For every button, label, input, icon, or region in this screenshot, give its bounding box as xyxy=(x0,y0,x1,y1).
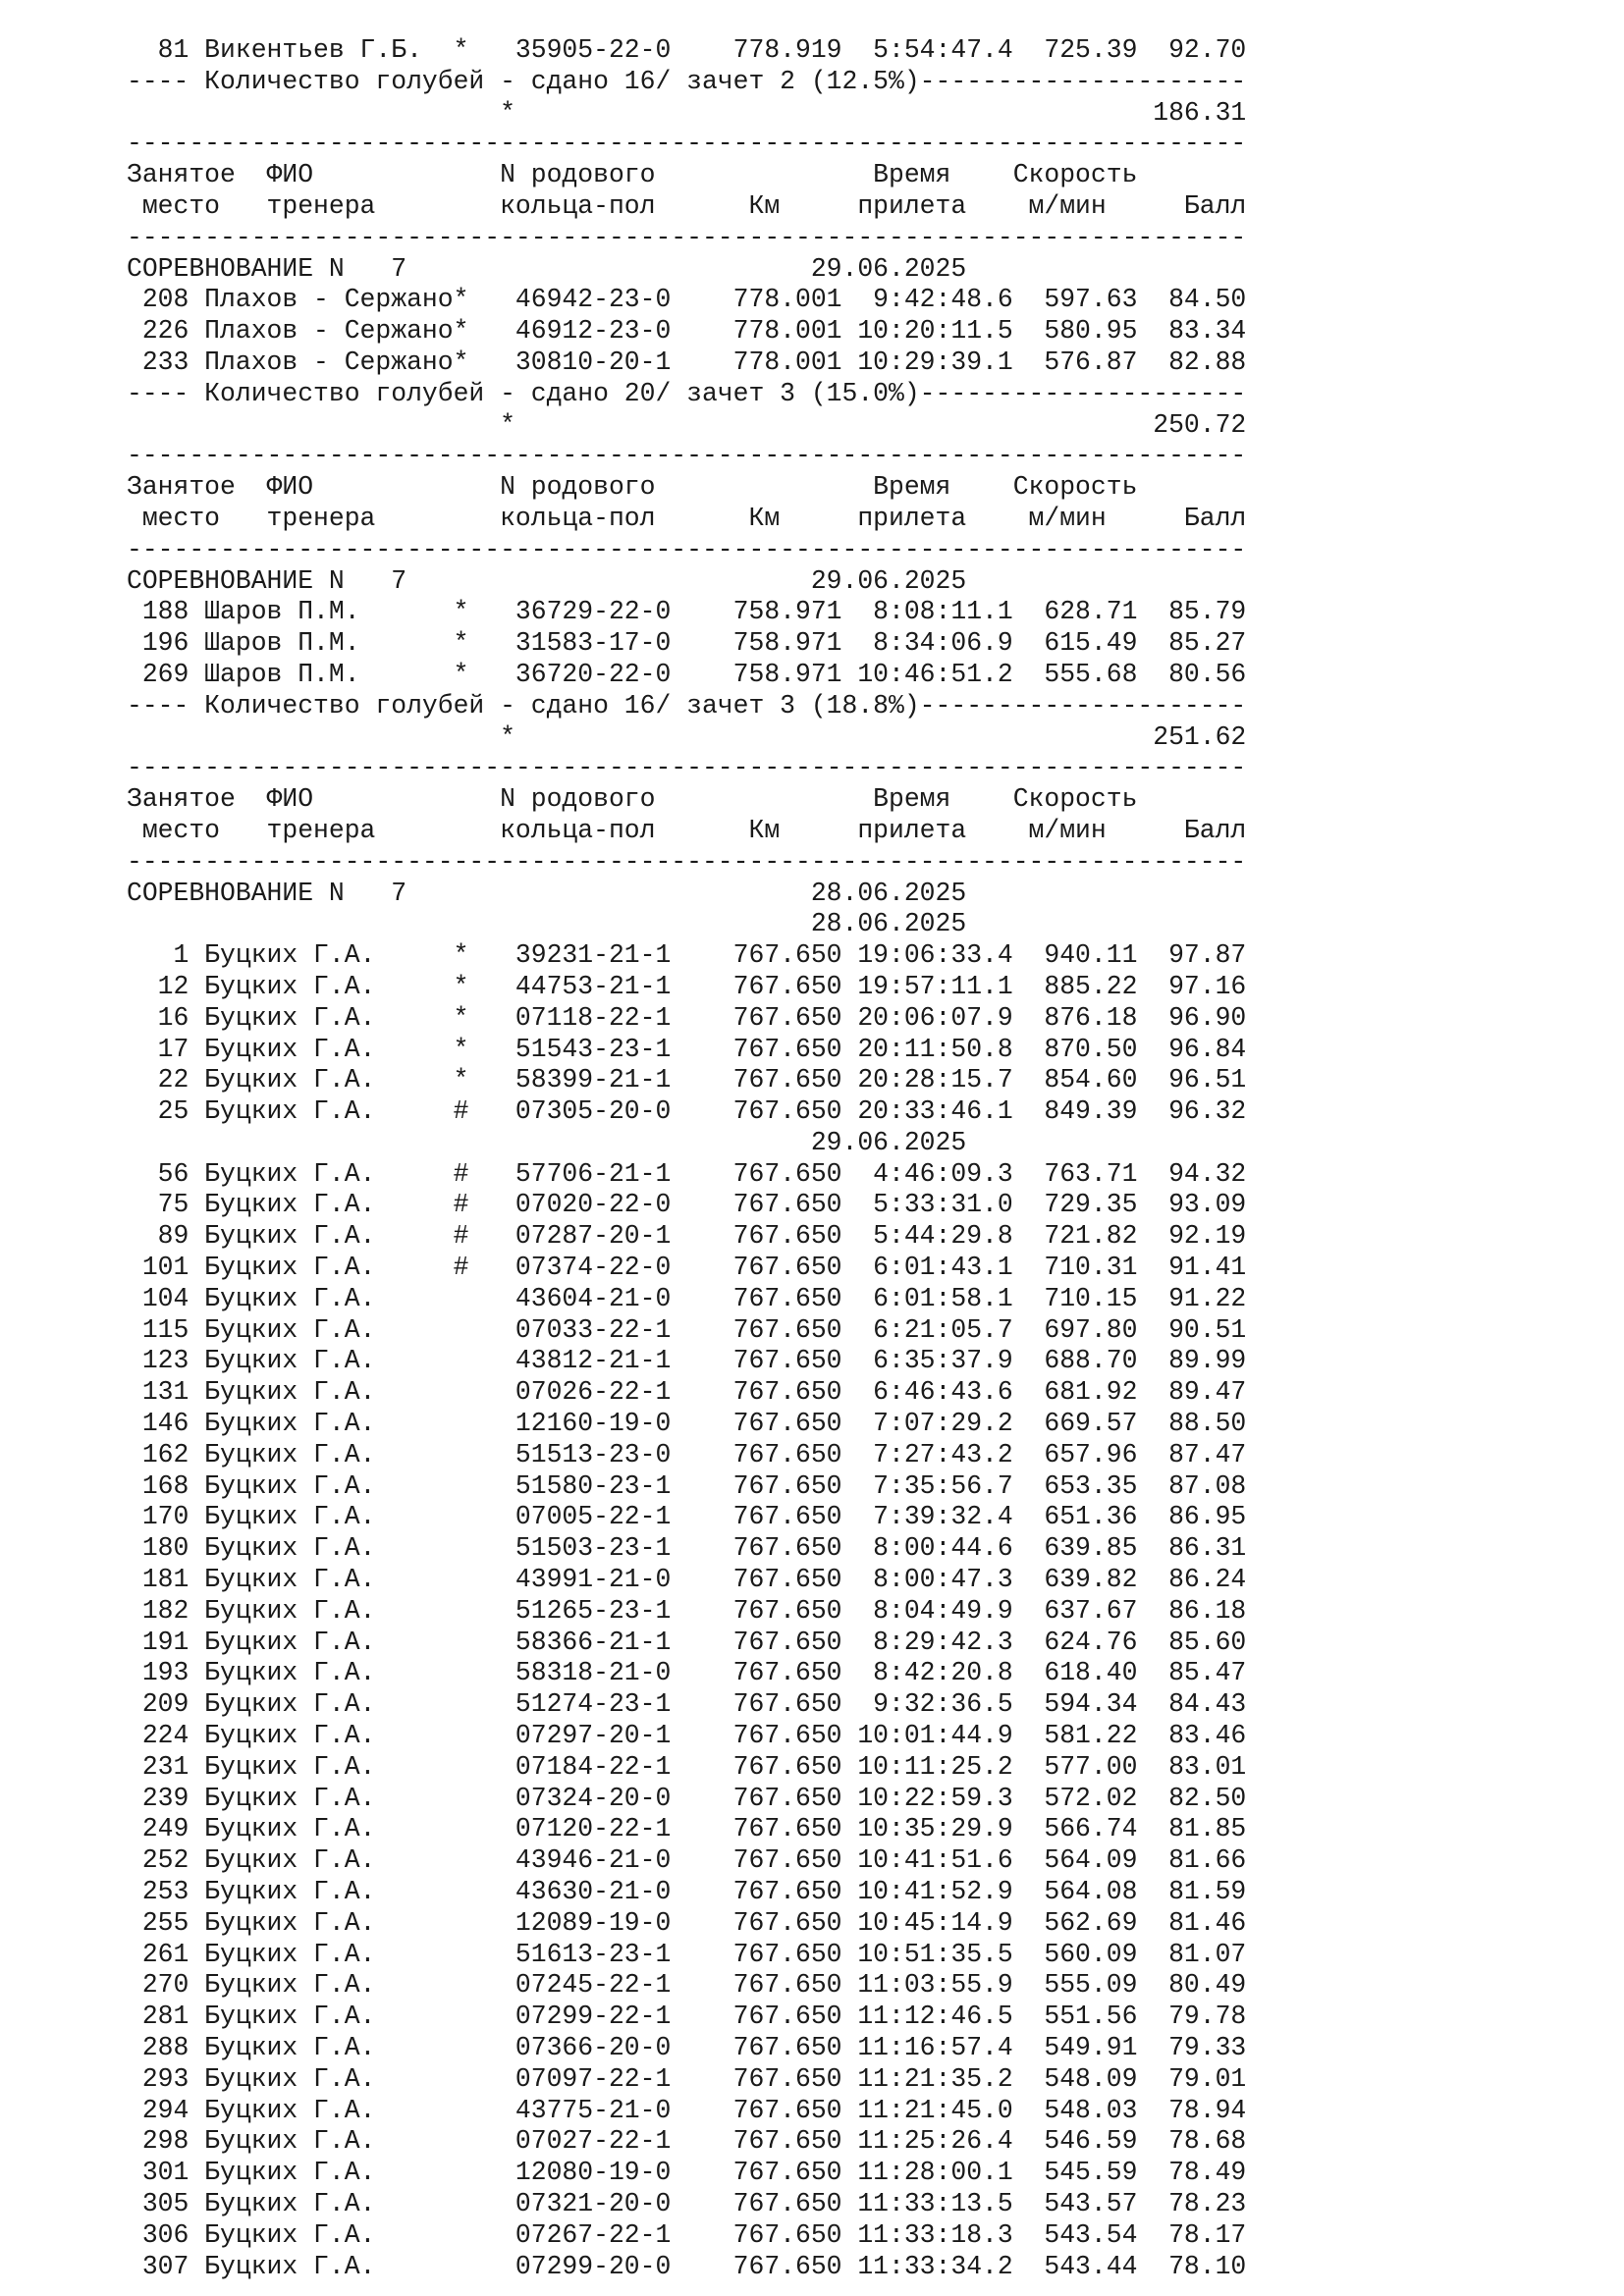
printout-line: 208 Плахов - Сержано* 46942-23-0 778.001 9:42:48.6 597.63 84.50 xyxy=(127,285,1247,315)
printout-line: 22 Буцких Г.А. * 58399-21-1 767.650 20:28:15.7 854.60 96.51 xyxy=(127,1065,1247,1095)
printout-line: 249 Буцких Г.А. 07120-22-1 767.650 10:35:29.9 566.74 81.85 xyxy=(127,1814,1247,1844)
printout-line: 168 Буцких Г.А. 51580-23-1 767.650 7:35:56.7 653.35 87.08 xyxy=(127,1470,1247,1501)
printout-line: 181 Буцких Г.А. 43991-21-0 767.650 8:00:47.3 639.82 86.24 xyxy=(127,1565,1247,1595)
printout-line: 288 Буцких Г.А. 07366-20-0 767.650 11:16:57.4 549.91 79.33 xyxy=(127,2033,1247,2062)
printout-line: 298 Буцких Г.А. 07027-22-1 767.650 11:25:26.4 546.59 78.68 xyxy=(127,2126,1247,2157)
printout-line: 75 Буцких Г.А. # 07020-22-0 767.650 5:33:31.0 729.35 93.09 xyxy=(127,1190,1247,1220)
printout-line: * 250.72 xyxy=(127,409,1247,440)
printout-line: 261 Буцких Г.А. 51613-23-1 767.650 10:51:35.5 560.09 81.07 xyxy=(127,1939,1247,1969)
printout-line: 25 Буцких Г.А. # 07305-20-0 767.650 20:33:46.1 849.39 96.32 xyxy=(127,1096,1247,1127)
printout-line: * 186.31 xyxy=(127,97,1247,128)
printout-line: 231 Буцких Г.А. 07184-22-1 767.650 10:11:25.2 577.00 83.01 xyxy=(127,1751,1247,1782)
printout-line: ------------------------------------------------------------------------ xyxy=(127,753,1247,783)
printout-line: ------------------------------------------------------------------------ xyxy=(127,534,1247,564)
printout-line: 1 Буцких Г.А. * 39231-21-1 767.650 19:06:33.4 940.11 97.87 xyxy=(127,940,1247,971)
printout-line: 81 Викентьев Г.Б. * 35905-22-0 778.919 5:54:47.4 725.39 92.70 xyxy=(127,35,1247,65)
printout-line: ------------------------------------------------------------------------ xyxy=(127,222,1247,252)
printout-line: СОРЕВНОВАНИЕ N 7 29.06.2025 xyxy=(127,565,967,596)
printout-line: 252 Буцких Г.А. 43946-21-0 767.650 10:41:51.6 564.09 81.66 xyxy=(127,1845,1247,1876)
printout-line: 16 Буцких Г.А. * 07118-22-1 767.650 20:06:07.9 876.18 96.90 xyxy=(127,1002,1247,1033)
printout-line: СОРЕВНОВАНИЕ N 7 28.06.2025 xyxy=(127,878,967,908)
printout-line: 305 Буцких Г.А. 07321-20-0 767.650 11:33:13.5 543.57 78.23 xyxy=(127,2188,1247,2218)
printout-line: 162 Буцких Г.А. 51513-23-0 767.650 7:27:43.2 657.96 87.47 xyxy=(127,1439,1247,1469)
printout-line: Занятое ФИО N родового Время Скорость xyxy=(127,472,1138,503)
printout-line: ------------------------------------------------------------------------ xyxy=(127,846,1247,877)
printout-line: 56 Буцких Г.А. # 57706-21-1 767.650 4:46:09.3 763.71 94.32 xyxy=(127,1158,1247,1189)
printout-line: ------------------------------------------------------------------------ xyxy=(127,129,1247,159)
printout-line: 182 Буцких Г.А. 51265-23-1 767.650 8:04:49.9 637.67 86.18 xyxy=(127,1595,1247,1626)
printout-line: место тренера кольца-пол Км прилета м/мин Балл xyxy=(127,190,1247,221)
printout-line: 101 Буцких Г.А. # 07374-22-0 767.650 6:01:43.1 710.31 91.41 xyxy=(127,1253,1247,1283)
printout-line: СОРЕВНОВАНИЕ N 7 29.06.2025 xyxy=(127,253,967,284)
printout-line: 233 Плахов - Сержано* 30810-20-1 778.001 10:29:39.1 576.87 82.88 xyxy=(127,347,1247,377)
printout-line: 12 Буцких Г.А. * 44753-21-1 767.650 19:57:11.1 885.22 97.16 xyxy=(127,971,1247,1001)
printout-line: 306 Буцких Г.А. 07267-22-1 767.650 11:33:18.3 543.54 78.17 xyxy=(127,2219,1247,2250)
printout-line: 188 Шаров П.М. * 36729-22-0 758.971 8:08:11.1 628.71 85.79 xyxy=(127,597,1247,627)
printout-line: * 251.62 xyxy=(127,721,1247,752)
printout-line: 196 Шаров П.М. * 31583-17-0 758.971 8:34:06.9 615.49 85.27 xyxy=(127,628,1247,659)
printout-line: 115 Буцких Г.А. 07033-22-1 767.650 6:21:05.7 697.80 90.51 xyxy=(127,1314,1247,1345)
printout-line: 307 Буцких Г.А. 07299-20-0 767.650 11:33:34.2 543.44 78.10 xyxy=(127,2251,1247,2281)
printout-line: 104 Буцких Г.А. 43604-21-0 767.650 6:01:58.1 710.15 91.22 xyxy=(127,1283,1247,1313)
printout-line: ---- Количество голубей - сдано 20/ зачет 3 (15.0%)--------------------- xyxy=(127,378,1247,408)
printout-line: 191 Буцких Г.А. 58366-21-1 767.650 8:29:42.3 624.76 85.60 xyxy=(127,1627,1247,1657)
printout-line: Занятое ФИО N родового Время Скорость xyxy=(127,160,1138,190)
printout-line: 253 Буцких Г.А. 43630-21-0 767.650 10:41:52.9 564.08 81.59 xyxy=(127,1877,1247,1907)
printout-line: 180 Буцких Г.А. 51503-23-1 767.650 8:00:44.6 639.85 86.31 xyxy=(127,1533,1247,1564)
printout-line: 255 Буцких Г.А. 12089-19-0 767.650 10:45:14.9 562.69 81.46 xyxy=(127,1907,1247,1938)
printout-line: Занятое ФИО N родового Время Скорость xyxy=(127,784,1138,815)
printout-line: место тренера кольца-пол Км прилета м/мин Балл xyxy=(127,815,1247,845)
printout-line: 209 Буцких Г.А. 51274-23-1 767.650 9:32:36.5 594.34 84.43 xyxy=(127,1689,1247,1720)
printout-line: 293 Буцких Г.А. 07097-22-1 767.650 11:21:35.2 548.09 79.01 xyxy=(127,2063,1247,2094)
printout-line: место тренера кольца-пол Км прилета м/мин Балл xyxy=(127,503,1247,533)
printout-line: 28.06.2025 xyxy=(127,909,967,939)
printout-line: 239 Буцких Г.А. 07324-20-0 767.650 10:22:59.3 572.02 82.50 xyxy=(127,1783,1247,1813)
printout-line: 294 Буцких Г.А. 43775-21-0 767.650 11:21:45.0 548.03 78.94 xyxy=(127,2095,1247,2125)
printout-line: 270 Буцких Г.А. 07245-22-1 767.650 11:03:55.9 555.09 80.49 xyxy=(127,1970,1247,2001)
printout-line: 226 Плахов - Сержано* 46912-23-0 778.001 10:20:11.5 580.95 83.34 xyxy=(127,316,1247,347)
printout-line: ---- Количество голубей - сдано 16/ зачет 2 (12.5%)--------------------- xyxy=(127,66,1247,96)
printout-line: 89 Буцких Г.А. # 07287-20-1 767.650 5:44:29.8 721.82 92.19 xyxy=(127,1221,1247,1252)
printout-line: ---- Количество голубей - сдано 16/ зачет 3 (18.8%)--------------------- xyxy=(127,690,1247,721)
printout-line: 131 Буцких Г.А. 07026-22-1 767.650 6:46:43.6 681.92 89.47 xyxy=(127,1377,1247,1408)
printout-line: 224 Буцких Г.А. 07297-20-1 767.650 10:01:44.9 581.22 83.46 xyxy=(127,1721,1247,1751)
printout-line: 146 Буцких Г.А. 12160-19-0 767.650 7:07:29.2 669.57 88.50 xyxy=(127,1409,1247,1439)
printout-line: 281 Буцких Г.А. 07299-22-1 767.650 11:12:46.5 551.56 79.78 xyxy=(127,2002,1247,2032)
printout-line: ------------------------------------------------------------------------ xyxy=(127,441,1247,471)
printout-line: 17 Буцких Г.А. * 51543-23-1 767.650 20:11:50.8 870.50 96.84 xyxy=(127,1034,1247,1064)
printout-line: 170 Буцких Г.А. 07005-22-1 767.650 7:39:32.4 651.36 86.95 xyxy=(127,1502,1247,1532)
printout-line: 269 Шаров П.М. * 36720-22-0 758.971 10:46:51.2 555.68 80.56 xyxy=(127,659,1247,689)
printout-line: 301 Буцких Г.А. 12080-19-0 767.650 11:28:00.1 545.59 78.49 xyxy=(127,2158,1247,2188)
results-printout xyxy=(127,35,1246,2282)
printout-line: 193 Буцких Г.А. 58318-21-0 767.650 8:42:20.8 618.40 85.47 xyxy=(127,1658,1247,1688)
printout-line: 123 Буцких Г.А. 43812-21-1 767.650 6:35:37.9 688.70 89.99 xyxy=(127,1346,1247,1376)
printout-line: 29.06.2025 xyxy=(127,1127,967,1157)
